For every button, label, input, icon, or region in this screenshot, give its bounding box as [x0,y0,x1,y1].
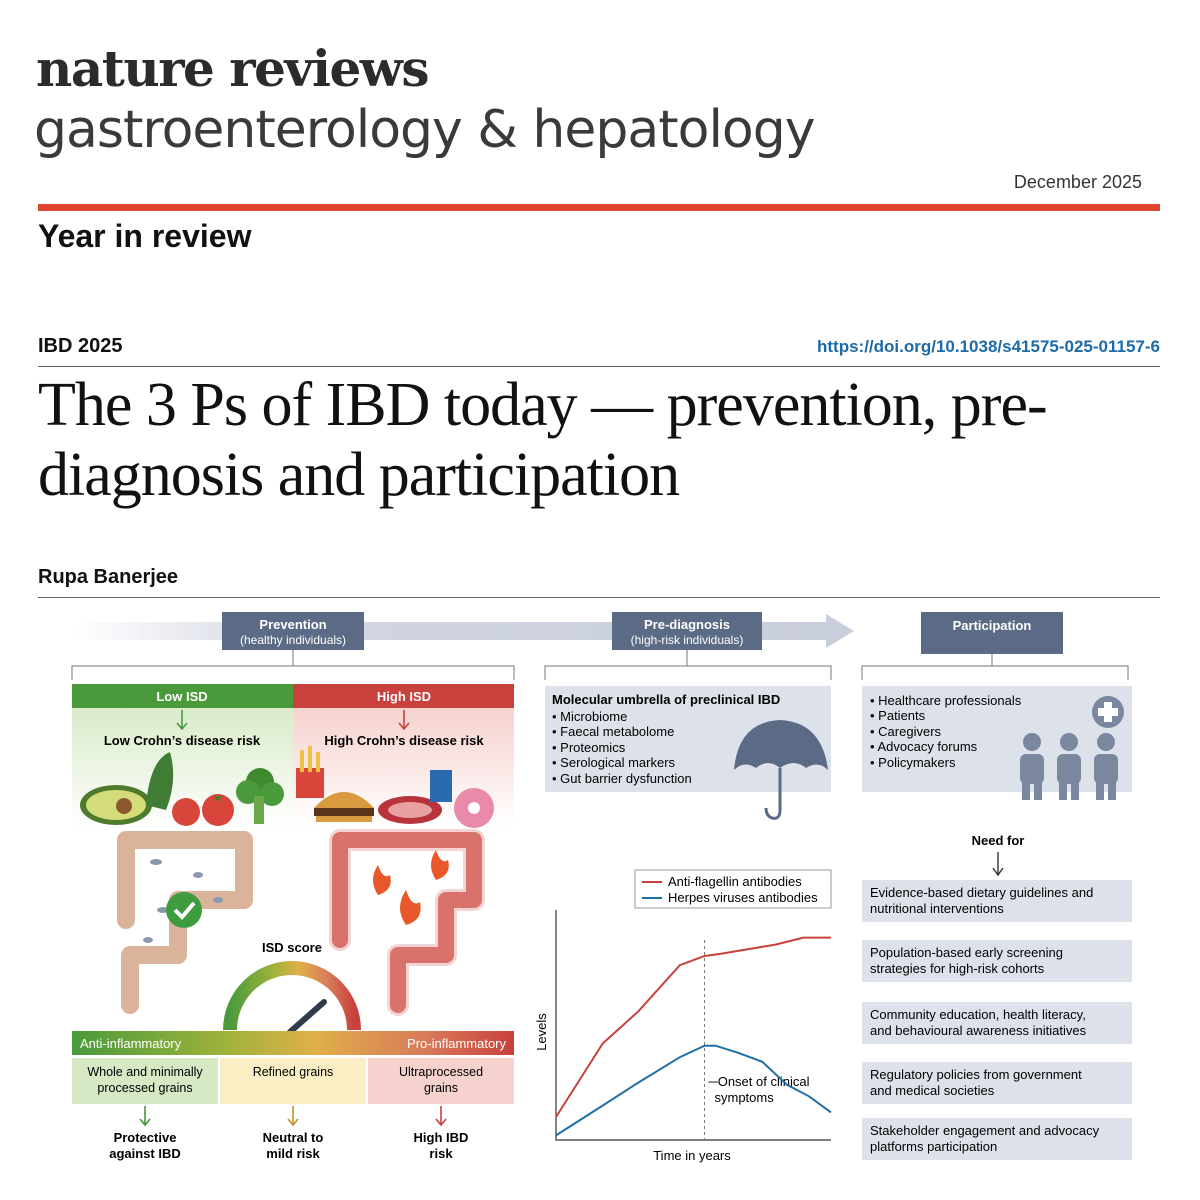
header-rule [38,204,1160,211]
scale-right-label: Pro-inflammatory [407,1036,506,1051]
needs-list [862,880,1132,1160]
section-label: Year in review [38,218,252,254]
grain-ultraprocessed [368,1058,514,1161]
doi-link[interactable]: https://doi.org/10.1038/s41575-025-01157-6 [816,337,1160,356]
title-rule [38,366,1160,367]
scale-left-label: Anti-inflammatory [80,1036,182,1051]
stage-label: Participation [952,618,1032,633]
list-item: • Advocacy forums [870,739,978,754]
legend-label: Anti-flagellin antibodies [668,874,802,889]
gauge-label: ISD score [262,940,322,955]
grain-arrow [140,1106,150,1125]
grain-outcome: High IBD risk [413,1130,469,1161]
need-text: Stakeholder engagement and advocacy platforms participation [870,1123,1100,1154]
figure [38,600,1162,1180]
list-item: • Patients [870,708,926,723]
low-risk-text: Low Crohn’s disease risk [103,733,261,748]
author-rule [38,597,1160,598]
grain-arrow [288,1106,298,1125]
grain-refined [220,1058,366,1161]
onset-annotation: ─Onset of clinical [708,1074,810,1089]
need-text: Evidence-based dietary guidelines and nutritional interventions [870,885,1094,916]
list-item: • Proteomics [552,740,626,755]
grain-outcome: Neutral to mild risk [262,1130,324,1161]
y-axis-label: Levels [534,1013,549,1051]
list-item: • Faecal metabolome [552,724,675,739]
journal-name: nature reviews [36,39,428,98]
umbrella-heading: Molecular umbrella of preclinical IBD [552,692,781,707]
isd-gauge [230,968,354,1030]
grain-label: Ultraprocessed grains [398,1065,484,1095]
list-item: • Gut barrier dysfunction [552,771,692,786]
bracket-participation [862,654,1128,680]
article-title: The 3 Ps of IBD today — prevention, pre-diagnosis and participation [38,371,1047,509]
author-name: Rupa Banerjee [38,566,179,588]
need-text: Regulatory policies from government and medical societies [870,1067,1082,1098]
check-icon [166,892,202,928]
timeline-arrow-head [826,614,854,648]
stage-label: Pre-diagnosis [644,617,730,632]
legend-label: Herpes viruses antibodies [668,890,818,905]
list-item: • Microbiome [552,709,628,724]
list-item: • Healthcare professionals [870,693,1022,708]
grain-arrow [436,1106,446,1125]
need-text: Community education, health literacy, and behavioural awareness initiatives [870,1007,1087,1038]
topic-label: IBD 2025 [38,335,123,357]
series-line-herpes [556,1046,831,1136]
list-item: • Caregivers [870,724,942,739]
stage-sub: (healthy individuals) [239,633,347,647]
grain-label: Refined grains [252,1065,334,1079]
onset-annotation: symptoms [714,1090,774,1105]
journal-subtitle: gastroenterology & hepatology [34,100,815,160]
stage-prevention [222,612,364,650]
stage-participation [921,612,1063,654]
low-isd-title: Low ISD [156,689,208,704]
antibody-chart [534,870,831,1163]
gauge-needle [290,1002,324,1032]
bracket-prediagnosis [545,650,831,680]
issue-date: December 2025 [1013,172,1142,192]
grain-whole [72,1058,218,1161]
high-isd-title: High ISD [376,689,432,704]
bracket-prevention [72,650,514,680]
need-for-label: Need for [971,833,1025,848]
stage-sub: (high-risk individuals) [630,633,744,647]
list-item: • Serological markers [552,755,676,770]
stage-prediagnosis [612,612,762,650]
grain-label: Whole and minimally processed grains [87,1065,203,1095]
stage-label: Prevention [259,617,327,632]
chart-axes [556,910,831,1140]
need-arrow [993,852,1003,875]
high-risk-text: High Crohn’s disease risk [324,733,484,748]
need-text: Population-based early screening strategies for high-risk cohorts [870,945,1063,976]
medical-cross-icon [1092,696,1124,728]
list-item: • Policymakers [870,755,956,770]
series-line-anti-flagellin [556,938,831,1117]
x-axis-label: Time in years [653,1148,731,1163]
grain-outcome: Protective against IBD [109,1130,181,1161]
